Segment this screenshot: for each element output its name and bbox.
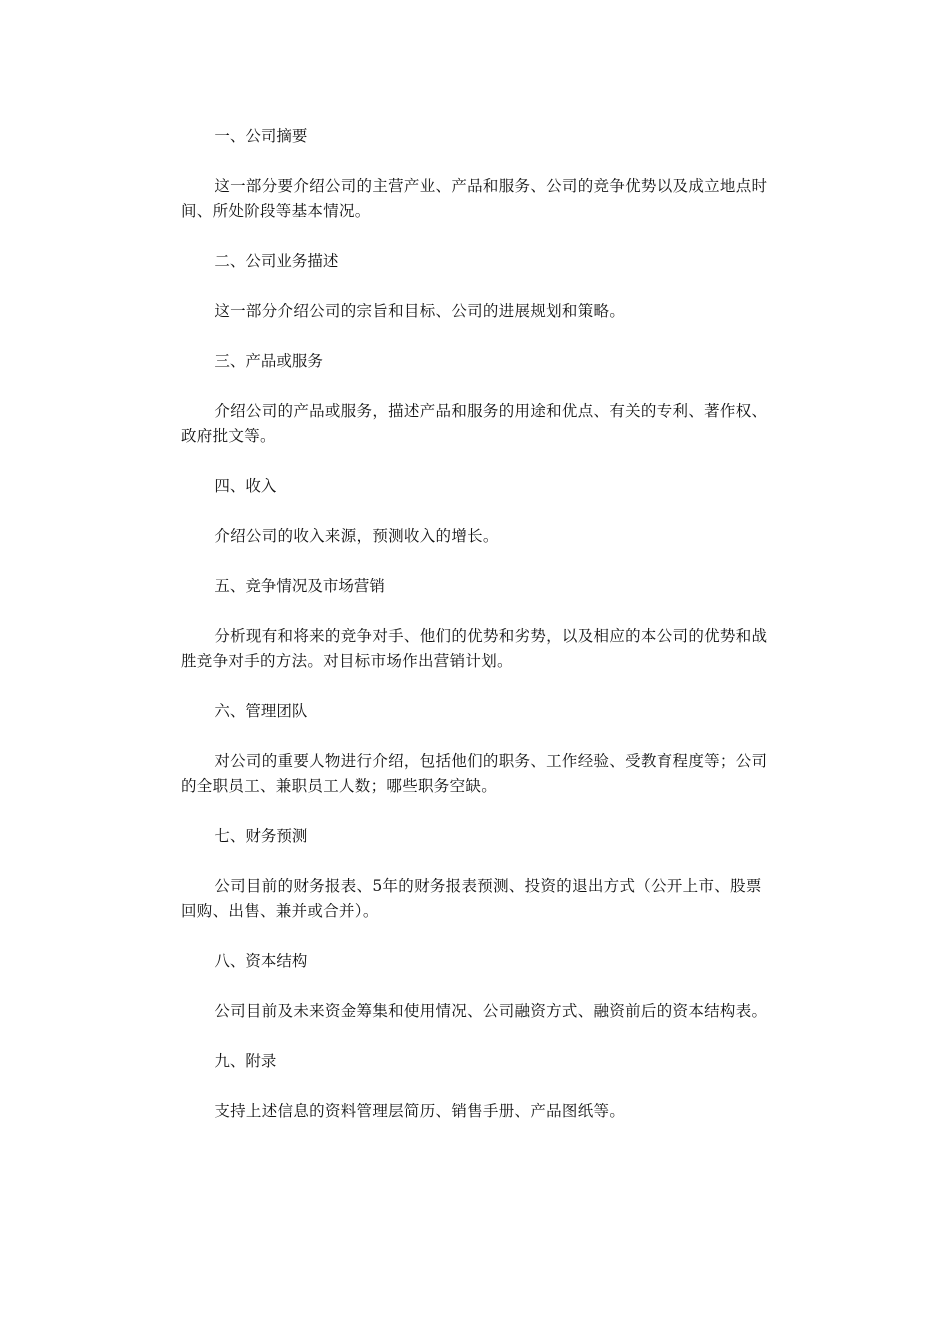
section-heading-4: 四、收入 bbox=[214, 477, 277, 495]
document-content bbox=[181, 124, 775, 1149]
section-body-8: 公司目前及未来资金筹集和使用情况、公司融资方式、融资前后的资本结构表。 bbox=[214, 1002, 768, 1020]
section-heading-3: 三、产品或服务 bbox=[214, 352, 323, 370]
section-heading-8: 八、资本结构 bbox=[214, 952, 308, 970]
section-heading-1: 一、公司摘要 bbox=[214, 127, 308, 145]
section-heading-2: 二、公司业务描述 bbox=[214, 252, 339, 270]
section-body-9: 支持上述信息的资料管理层简历、销售手册、产品图纸等。 bbox=[214, 1102, 626, 1120]
section-body-1: 这一部分要介绍公司的主营产业、产品和服务、公司的竞争优势以及成立地点时间、所处阶段等基本情况。 bbox=[181, 177, 768, 220]
section-heading-6: 六、管理团队 bbox=[214, 702, 308, 720]
section-body-3: 介绍公司的产品或服务，描述产品和服务的用途和优点、有关的专利、著作权、政府批文等。 bbox=[181, 402, 768, 445]
section-body-4: 介绍公司的收入来源，预测收入的增长。 bbox=[214, 527, 499, 545]
section-body-5: 分析现有和将来的竞争对手、他们的优势和劣势，以及相应的本公司的优势和战胜竞争对手的方法。对目标市场作出营销计划。 bbox=[181, 627, 768, 670]
section-heading-9: 九、附录 bbox=[214, 1052, 277, 1070]
section-body-6: 对公司的重要人物进行介绍，包括他们的职务、工作经验、受教育程度等；公司的全职员工、兼职员工人数；哪些职务空缺。 bbox=[181, 752, 768, 795]
section-heading-5: 五、竞争情况及市场营销 bbox=[214, 577, 385, 595]
section-heading-7: 七、财务预测 bbox=[214, 827, 308, 845]
section-body-2: 这一部分介绍公司的宗旨和目标、公司的进展规划和策略。 bbox=[214, 302, 626, 320]
section-body-7: 公司目前的财务报表、5年的财务报表预测、投资的退出方式（公开上市、股票回购、出售、兼并或合并）。 bbox=[181, 877, 762, 920]
